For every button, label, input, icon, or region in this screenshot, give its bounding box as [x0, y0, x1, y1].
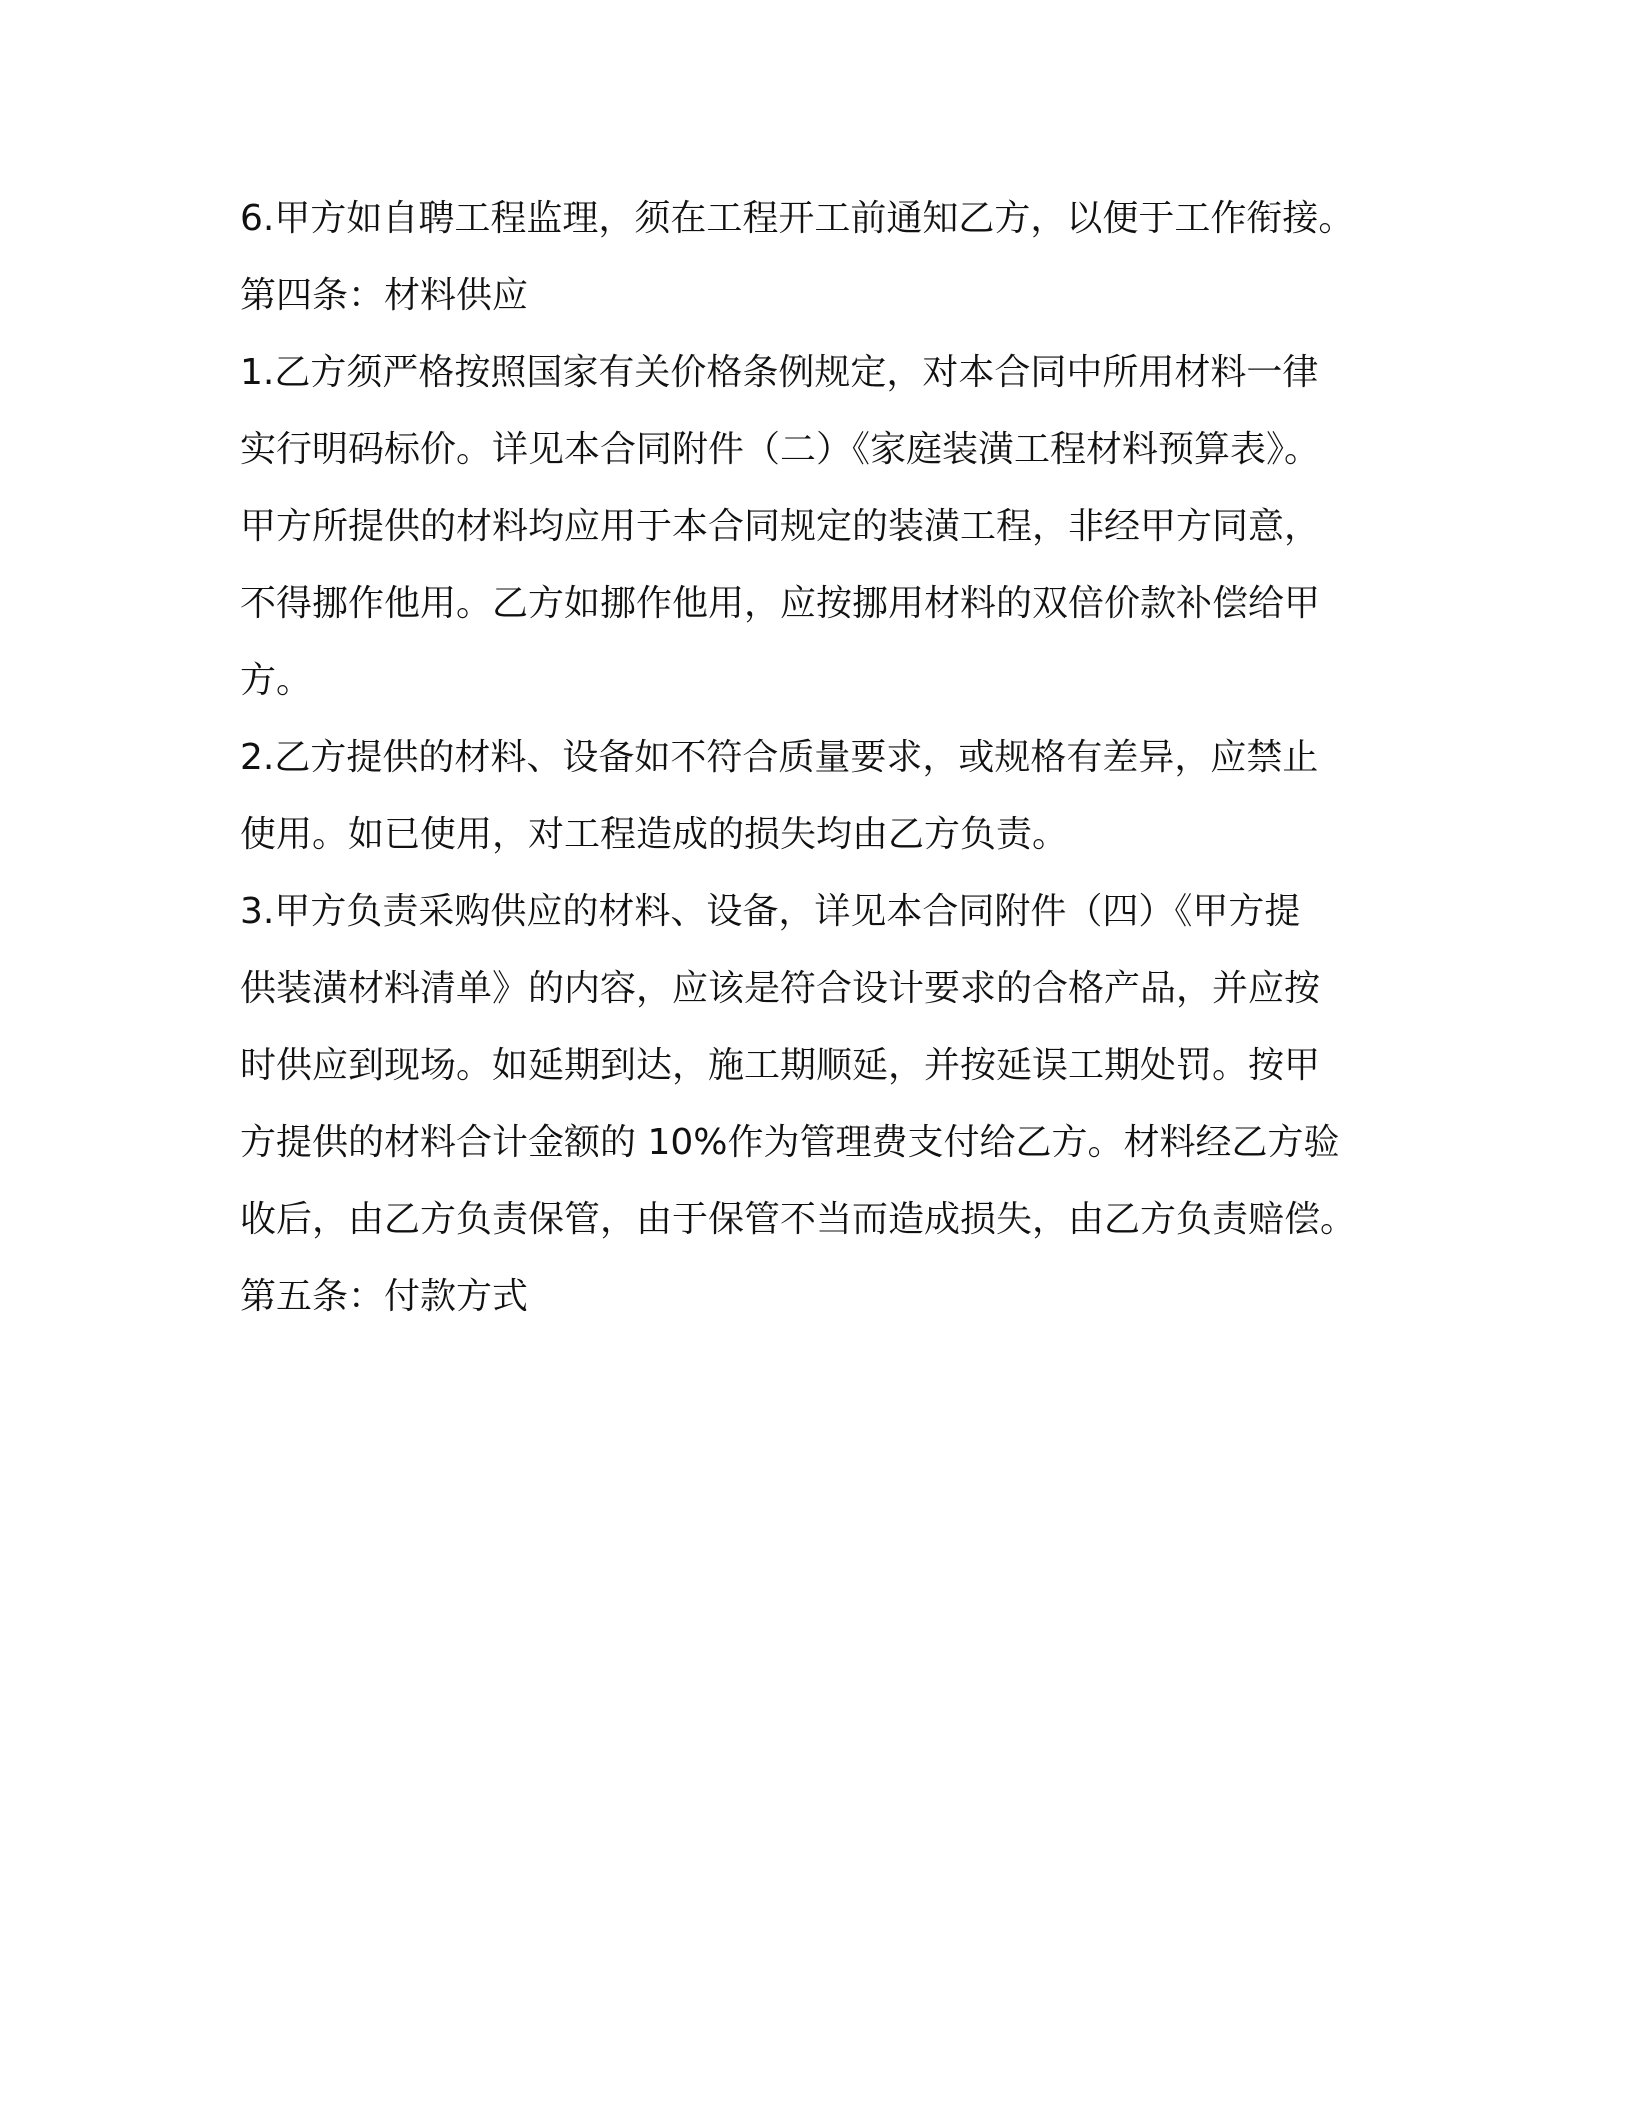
article-5-heading: 第五条：付款方式 — [240, 1276, 529, 1317]
document-body — [240, 180, 1390, 1335]
clause-4-6-line: 6.甲方如自聘工程监理，须在工程开工前通知乙方，以便于工作衔接。 — [240, 198, 1355, 239]
clause-2-line-1: 2.乙方提供的材料、设备如不符合质量要求，或规格有差异，应禁止 — [240, 737, 1319, 778]
clause-1-line-4: 不得挪作他用。乙方如挪作他用，应按挪用材料的双倍价款补偿给甲 — [240, 583, 1321, 624]
article-4-heading: 第四条：材料供应 — [240, 275, 529, 316]
clause-1-line-3: 甲方所提供的材料均应用于本合同规定的装潢工程，非经甲方同意， — [240, 506, 1321, 547]
clause-3-line-3: 时供应到现场。如延期到达，施工期顺延，并按延误工期处罚。按甲 — [240, 1045, 1321, 1086]
clause-1-line-1: 1.乙方须严格按照国家有关价格条例规定，对本合同中所用材料一律 — [240, 352, 1319, 393]
clause-3-line-5: 收后，由乙方负责保管，由于保管不当而造成损失，由乙方负责赔偿。 — [240, 1199, 1357, 1240]
clause-3-line-2: 供装潢材料清单》的内容，应该是符合设计要求的合格产品，并应按 — [240, 968, 1321, 1009]
clause-1-line-2: 实行明码标价。详见本合同附件（二）《家庭装潢工程材料预算表》。 — [240, 429, 1321, 470]
clause-3-line-1: 3.甲方负责采购供应的材料、设备，详见本合同附件（四）《甲方提 — [240, 891, 1301, 932]
clause-3-line-4: 方提供的材料合计金额的 10%作为管理费支付给乙方。材料经乙方验 — [240, 1122, 1340, 1163]
clause-1-line-5: 方。 — [240, 660, 313, 701]
clause-2-line-2: 使用。如已使用，对工程造成的损失均由乙方负责。 — [240, 814, 1069, 855]
